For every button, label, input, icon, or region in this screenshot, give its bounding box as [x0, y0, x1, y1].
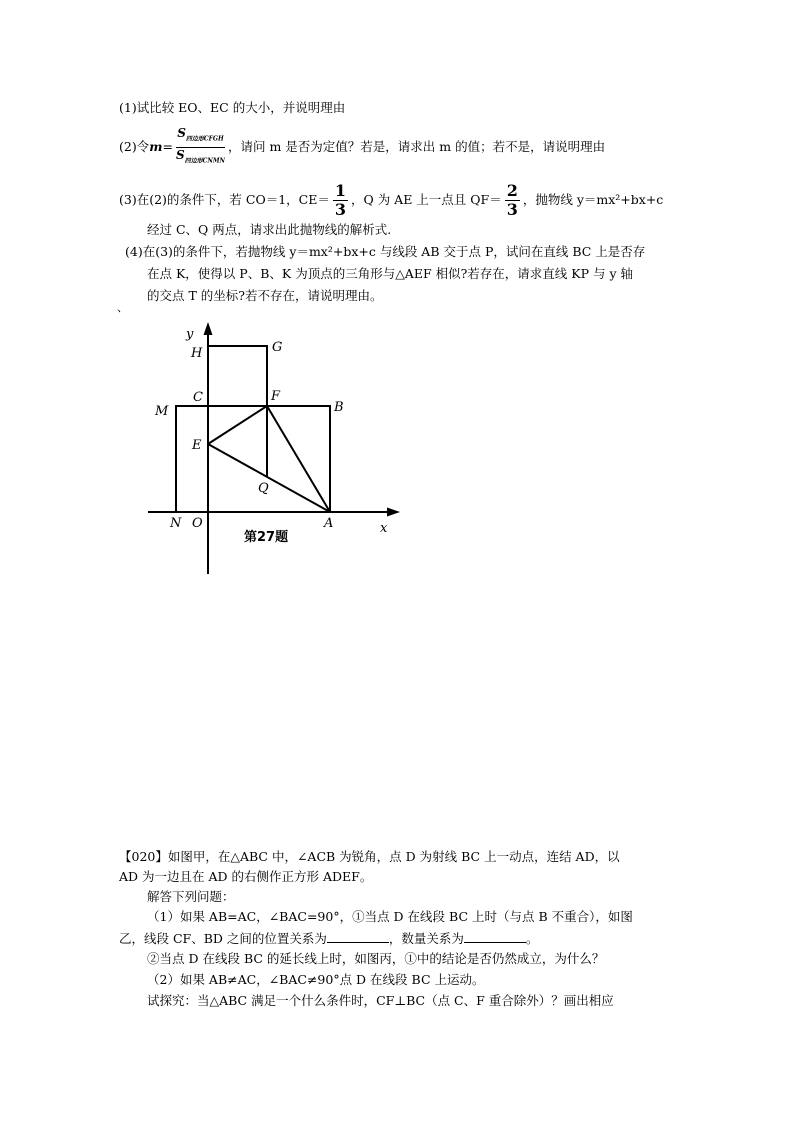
label-n: N: [170, 516, 182, 531]
part2-prefix: (2)令: [119, 139, 150, 154]
fraction-numerator: 2: [506, 180, 518, 200]
q020-line4: （1）如果 AB=AC，∠BAC=90°，①当点 D 在线段 BC 上时（与点 B 不重合），如图: [147, 909, 633, 924]
label-b: B: [334, 400, 344, 415]
fraction-denominator: 3: [334, 199, 346, 219]
q020-line6: ②当点 D 在线段 BC 的延长线上时，如图丙，①中的结论是否仍然成立，为什么？: [147, 951, 605, 966]
question-part-4-line1: (4)在(3)的条件下，若抛物线 y＝mx²+bx+c 与线段 AB 交于点 P，试问在直线 BC 上是否存: [125, 244, 646, 259]
segment-ea: [208, 444, 330, 512]
question-part-4-line2: 在点 K，使得以 P、B、K 为顶点的三角形与△AEF 相似?若存在，请求直线 KP 与 y 轴: [147, 266, 634, 281]
q020-line2: AD 为一边且在 AD 的右侧作正方形 ADEF。: [119, 869, 373, 884]
q020-line8: 试探究：当△ABC 满足一个什么条件时，CF⊥BC（点 C、F 重合除外）？画出相应: [147, 993, 614, 1008]
rectangle-mnab: [176, 406, 330, 512]
m-variable: m: [149, 139, 163, 154]
q020-line1: 【020】如图甲，在△ABC 中，∠ACB 为锐角，点 D 为射线 BC 上一动点，连结 AD，以: [119, 849, 620, 864]
label-h: H: [191, 346, 203, 361]
figure-caption: 第27题: [244, 530, 289, 545]
denominator-S: S: [175, 147, 185, 162]
part3-text-c: ，抛物线 y＝mx²+bx+c: [522, 192, 664, 207]
y-axis-arrow: [204, 322, 213, 335]
label-c: C: [193, 390, 203, 405]
label-q: Q: [258, 481, 269, 496]
numerator-subscript: 四边形CFGH: [185, 135, 224, 143]
denominator-subscript: 四边形CNMN: [184, 156, 225, 164]
q020-line5-b: ，数量关系为: [388, 931, 464, 946]
label-e: E: [192, 438, 202, 453]
q020-line3: 解答下列问题：: [147, 889, 235, 904]
q020-line7: （2）如果 AB≠AC，∠BAC≠90°点 D 在线段 BC 上运动。: [147, 972, 485, 987]
answer-blank-position[interactable]: [327, 930, 389, 943]
numerator-S: S: [177, 126, 186, 141]
label-x: x: [380, 521, 388, 536]
question-part-4-line3: 的交点 T 的坐标?若不存在，请说明理由。: [147, 288, 383, 303]
label-f: F: [271, 389, 281, 404]
q020-line5: [119, 930, 538, 947]
fraction-denominator: 3: [506, 199, 518, 219]
label-a: A: [324, 516, 334, 531]
label-y: y: [186, 327, 194, 342]
square-cfgh: [208, 346, 267, 406]
stray-mark: 、: [117, 301, 128, 314]
label-m: M: [155, 404, 169, 419]
part3-text-b: ，Q 为 AE 上一点且 QF＝: [350, 192, 502, 207]
q020-line5-c: 。: [525, 931, 539, 946]
q020-line5-a: 乙，线段 CF、BD 之间的位置关系为: [119, 931, 327, 946]
question-part-1: (1)试比较 EO、EC 的大小，并说明理由: [119, 100, 346, 115]
x-axis-arrow: [387, 508, 400, 517]
question-part-3-cont: 经过 C、Q 两点，请求出此抛物线的解析式.: [147, 222, 392, 237]
segment-fa: [267, 406, 330, 512]
segment-ef: [208, 406, 267, 444]
part3-text-a: (3)在(2)的条件下，若 CO＝1，CE＝: [119, 192, 330, 207]
label-g: G: [272, 340, 283, 355]
part2-suffix: ，请问 m 是否为定值？若是，请求出 m 的值；若不是，请说明理由: [228, 139, 606, 154]
fraction-numerator: 1: [334, 180, 346, 200]
label-o: O: [192, 516, 203, 531]
equals-sign: =: [162, 139, 173, 154]
answer-blank-quantity[interactable]: [464, 930, 526, 943]
